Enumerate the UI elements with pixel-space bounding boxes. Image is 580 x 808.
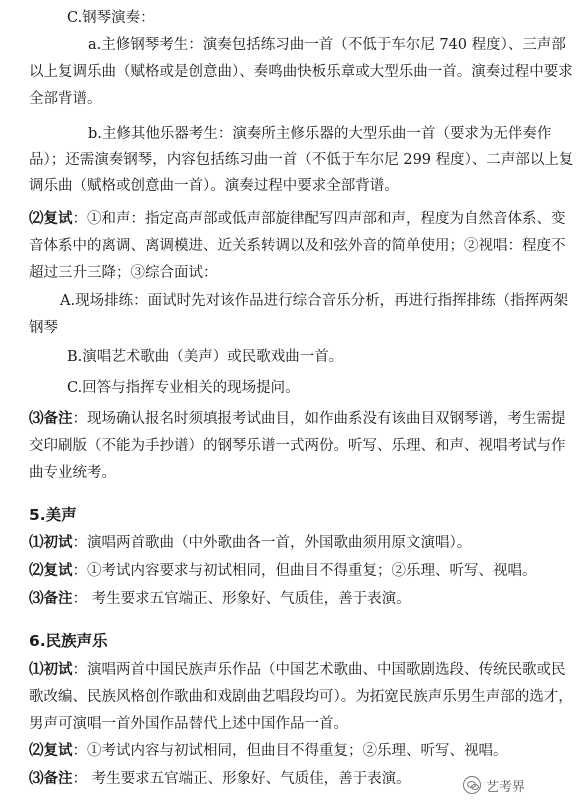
fushi-text: ：①和声：指定高声部或低声部旋律配写四声部和声，程度为自然音体系、变	[72, 211, 566, 227]
paragraph-line: a.主修钢琴考生：演奏包括练习曲一首（不低于车尔尼 740 程度）、三声部	[88, 37, 566, 53]
paragraph-line	[29, 561, 537, 581]
paragraph-line: 以上复调乐曲（赋格或是创意曲）、奏鸣曲快板乐章或大型乐曲一首。演奏过程中要求	[29, 64, 573, 80]
paragraph-line: 调乐曲（赋格或创意曲一首）。演奏过程中要求全部背谱。	[29, 178, 399, 194]
beizhu-text: ：现场确认报名时须填报考试曲目，如作曲系没有该曲目双钢琴谱，考生需提	[72, 411, 566, 427]
paragraph-line	[29, 533, 471, 553]
paragraph-line: b.主修其他乐器考生：演奏所主修乐器的大型乐曲一首（要求为无伴奏作	[88, 126, 552, 142]
paragraph-line: 曲专业统考。	[29, 465, 116, 481]
chushi-text: ：演唱两首歌曲（中外歌曲各一首，外国歌曲须用原文演唱）。	[72, 535, 472, 551]
watermark-text: 艺考界	[486, 779, 526, 795]
paragraph-line	[29, 589, 411, 609]
section-title: 5.美声	[29, 506, 77, 524]
fushi-label: ⑵复试	[29, 562, 73, 579]
beizhu-label: ⑶备注	[29, 590, 73, 607]
beizhu-text: ： 考生要求五官端正、形象好、气质佳，善于表演。	[72, 771, 411, 787]
paragraph-line: 歌改编、民族风格创作歌曲和戏剧曲艺唱段均可）。为拓宽民族声乐男生声部的选才，	[29, 689, 573, 705]
paragraph-line	[29, 209, 566, 229]
beizhu-text: ： 考生要求五官端正、形象好、气质佳，善于表演。	[72, 591, 411, 607]
beizhu-label: ⑶备注	[29, 770, 73, 787]
paragraph-line: A.现场排练：面试时先对该作品进行综合音乐分析，再进行指挥排练（指挥两架	[60, 293, 569, 309]
fushi-text: ：①考试内容与初试相同，但曲目不得重复；②乐理、听写、视唱。	[72, 743, 508, 759]
paragraph-line: B.演唱艺术歌曲（美声）或民歌戏曲一首。	[67, 349, 344, 365]
chushi-label: ⑴初试	[29, 534, 73, 551]
chushi-text: ：演唱两首中国民族声乐作品（中国艺术歌曲、中国歌剧选段、传统民歌或民	[72, 662, 566, 678]
paragraph-line	[29, 409, 566, 429]
wechat-icon	[463, 776, 481, 794]
section-title: 6.民族声乐	[29, 632, 108, 650]
paragraph-line: 超过三升三降；③综合面试：	[29, 265, 218, 281]
paragraph-line: 交印刷版（不能为手抄谱）的钢琴乐谱一式两份。听写、乐理、和声、视唱考试与作	[29, 438, 566, 454]
paragraph-line: C.回答与指挥专业相关的现场提问。	[67, 380, 300, 396]
paragraph-line	[29, 769, 411, 789]
paragraph-line: 音体系中的离调、离调模进、近关系转调以及和弦外音的简单使用；②视唱：程度不	[29, 238, 566, 254]
fushi-label: ⑵复试	[29, 210, 73, 227]
fushi-text: ：①考试内容要求与初试相同，但曲目不得重复；②乐理、听写、视唱。	[72, 563, 537, 579]
paragraph-line	[29, 741, 508, 761]
section-c-header: C.钢琴演奏：	[67, 10, 155, 26]
beizhu-label: ⑶备注	[29, 410, 73, 427]
paragraph-line: 钢琴	[29, 320, 58, 336]
chushi-label: ⑴初试	[29, 661, 73, 678]
paragraph-line	[29, 660, 566, 680]
paragraph-line: 全部背谱。	[29, 91, 102, 107]
paragraph-line: 男声可演唱一首外国作品替代上述中国作品一首。	[29, 716, 348, 732]
watermark	[463, 774, 525, 796]
paragraph-line: 品）；还需演奏钢琴，内容包括练习曲一首（不低于车尔尼 299 程度）、二声部以上复	[29, 152, 574, 168]
fushi-label: ⑵复试	[29, 742, 73, 759]
